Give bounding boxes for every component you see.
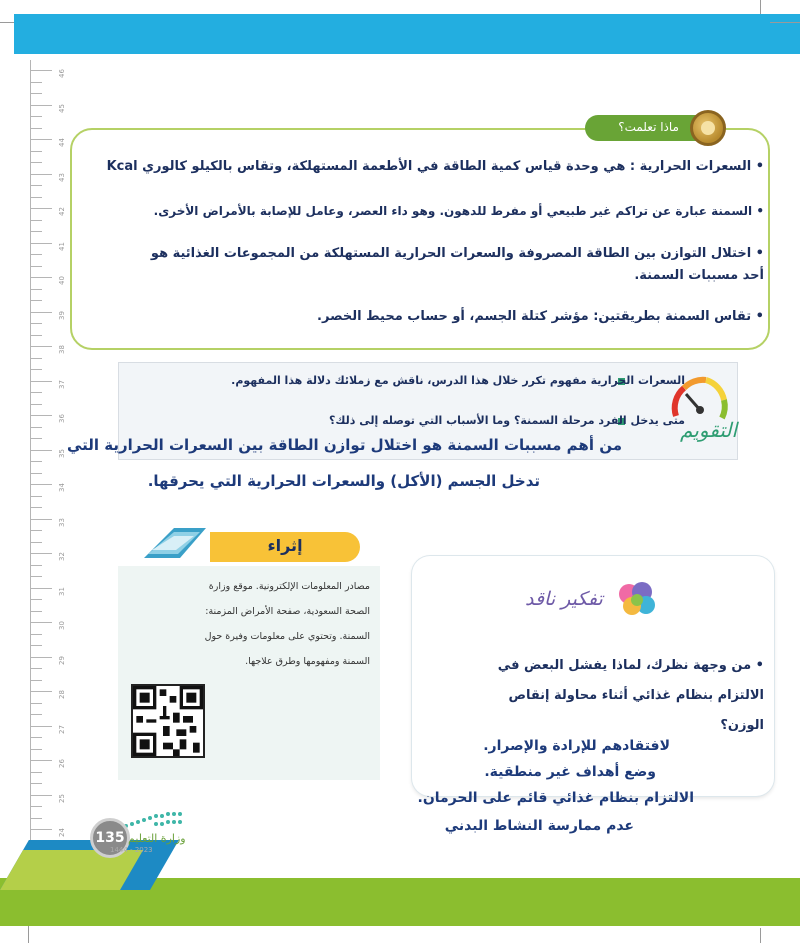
enrichment-line: الصحة السعودية، صفحة الأمراض المزمنة: — [205, 606, 370, 617]
ruler-tick — [30, 381, 52, 382]
handwritten-answer: تدخل الجسم (الأكل) والسعرات الحرارية التي يحرقها. — [147, 472, 540, 490]
ruler-number: 30 — [58, 621, 66, 630]
ruler-tick — [30, 599, 42, 600]
ruler-number: 29 — [58, 655, 66, 665]
ruler-tick — [30, 484, 52, 485]
learned-item: • السمنة عبارة عن تراكم غير طبيعي أو مفرط للدهون. وهو داء العصر، وعامل للإصابة بالأمراض الأخرى. — [153, 204, 764, 218]
ruler-number: 41 — [58, 241, 66, 251]
crop-mark — [760, 0, 761, 14]
ruler-tick — [30, 749, 42, 750]
ruler-tick — [30, 231, 42, 232]
enrichment-line: السمنة. وتحتوي على معلومات وفيرة حول — [204, 631, 370, 642]
ruler-tick — [30, 185, 42, 186]
crop-mark — [760, 928, 761, 943]
ruler-tick — [30, 760, 52, 761]
ruler-tick — [30, 266, 42, 267]
ruler-tick — [30, 415, 52, 416]
ruler-tick — [30, 691, 52, 692]
ruler-number: 27 — [58, 724, 66, 734]
enrichment-line: السمنة ومفهومها وطرق علاجها. — [245, 656, 370, 667]
ruler-tick — [30, 254, 42, 255]
ruler-tick — [30, 519, 52, 520]
ruler-tick — [30, 116, 42, 117]
ruler-tick — [30, 82, 42, 83]
critical-question: • من وجهة نظرك، لماذا يفشل البعض في — [497, 658, 764, 673]
brain-icon — [615, 580, 657, 622]
ruler-number: 36 — [58, 414, 66, 423]
evaluation-question: متى يدخل الفرد مرحلة السمنة؟ وما الأسباب التي توصله إلى ذلك؟ — [328, 414, 685, 427]
ruler-number: 34 — [58, 483, 66, 492]
ruler-number: 25 — [58, 793, 66, 803]
ruler-tick — [30, 634, 42, 635]
ruler-number: 42 — [58, 207, 66, 216]
ruler-number: 38 — [58, 345, 66, 354]
qr-code[interactable] — [131, 684, 205, 758]
critical-question: الوزن؟ — [720, 718, 764, 733]
ruler-number: 43 — [58, 172, 66, 182]
ruler-tick — [30, 174, 52, 175]
ruler-tick — [30, 829, 52, 830]
ruler-tick — [30, 507, 42, 508]
ruler-tick — [30, 300, 42, 301]
ruler-tick — [30, 128, 42, 129]
ruler-tick — [30, 737, 42, 738]
ruler-number: 40 — [58, 276, 66, 285]
medal-icon — [690, 110, 726, 146]
ruler-tick — [30, 818, 42, 819]
ruler-tick — [30, 622, 52, 623]
ruler-number: 28 — [58, 690, 66, 699]
ruler-tick — [30, 197, 42, 198]
ruler-number: 24 — [58, 828, 66, 837]
ruler-tick — [30, 369, 42, 370]
ruler-tick — [30, 404, 42, 405]
crop-mark — [770, 22, 800, 23]
evaluation-title: التقويم — [680, 418, 738, 442]
crop-mark — [28, 925, 29, 943]
handwritten-answer: لافتقادهم للإرادة والإصرار. — [483, 738, 670, 754]
ministry-subtitle: 2023 - 1444 — [110, 846, 153, 854]
ruler-number: 31 — [58, 586, 66, 596]
ruler-tick — [30, 783, 42, 784]
ruler-tick — [30, 335, 42, 336]
ruler-tick — [30, 450, 52, 451]
ruler-number: 33 — [58, 517, 66, 527]
ruler-tick — [30, 726, 52, 727]
top-banner — [14, 14, 800, 54]
learned-item: • تقاس السمنة بطريقتين: مؤشر كتلة الجسم، أو حساب محيط الخصر. — [317, 309, 764, 324]
ruler-tick — [30, 243, 52, 244]
ruler-tick — [30, 220, 42, 221]
ruler-tick — [30, 553, 52, 554]
ruler-tick — [30, 358, 42, 359]
ruler-tick — [30, 139, 52, 140]
ruler-number: 39 — [58, 310, 66, 320]
ruler-tick — [30, 427, 42, 428]
ruler-number: 46 — [58, 69, 66, 78]
ruler-tick — [30, 151, 42, 152]
side-ruler — [30, 60, 70, 880]
critical-question: الالتزام بنظام غذائي أثناء محاولة إنقاص — [508, 688, 764, 703]
crop-mark — [0, 22, 14, 23]
learned-badge: ماذا تعلمت؟ — [585, 115, 705, 141]
ruler-tick — [30, 323, 42, 324]
ruler-tick — [30, 565, 42, 566]
enrichment-title: إثراء — [210, 532, 360, 562]
ruler-tick — [30, 473, 42, 474]
ruler-tick — [30, 668, 42, 669]
ruler-axis — [30, 60, 31, 880]
handwritten-answer: الالتزام بنظام غذائي قائم على الحرمان. — [417, 790, 694, 806]
handwritten-answer: من أهم مسببات السمنة هو اختلال توازن الطاقة بين السعرات الحرارية التي — [67, 436, 622, 454]
ruler-tick — [30, 772, 42, 773]
ruler-number: 45 — [58, 103, 66, 113]
ruler-tick — [30, 289, 42, 290]
ministry-name: وزارة التعليم — [128, 832, 186, 845]
ruler-tick — [30, 714, 42, 715]
enrichment-line: مصادر المعلومات الإلكترونية. موقع وزارة — [208, 581, 370, 592]
page-number: 135 — [90, 818, 130, 858]
ruler-tick — [30, 530, 42, 531]
ruler-tick — [30, 795, 52, 796]
ruler-number: 32 — [58, 552, 66, 561]
learned-item: • السعرات الحرارية : هي وحدة قياس كمية الطاقة في الأطعمة المستهلكة، وتقاس بالكيلو كالوري Kcal — [106, 159, 764, 174]
ruler-tick — [30, 657, 52, 658]
ruler-tick — [30, 208, 52, 209]
ruler-tick — [30, 162, 42, 163]
ruler-tick — [30, 438, 42, 439]
handwritten-answer: وضع أهداف غير منطقية. — [484, 764, 656, 780]
book-icon — [140, 518, 210, 562]
ruler-tick — [30, 346, 52, 347]
ruler-tick — [30, 392, 42, 393]
ruler-tick — [30, 576, 42, 577]
ruler-number: 26 — [58, 759, 66, 768]
ruler-tick — [30, 277, 52, 278]
ruler-tick — [30, 93, 42, 94]
ruler-tick — [30, 588, 52, 589]
ruler-tick — [30, 806, 42, 807]
evaluation-question: السعرات الحرارية مفهوم تكرر خلال هذا الدرس، ناقش مع زملائك دلالة هذا المفهوم. — [231, 374, 685, 387]
ruler-tick — [30, 70, 52, 71]
ruler-number: 37 — [58, 379, 66, 389]
ruler-tick — [30, 312, 52, 313]
ruler-tick — [30, 542, 42, 543]
ruler-number: 44 — [58, 138, 66, 147]
ruler-tick — [30, 703, 42, 704]
ruler-tick — [30, 105, 52, 106]
learned-item: أحد مسببات السمنة. — [634, 268, 764, 283]
critical-thinking-title: تفكير ناقد — [525, 588, 603, 610]
handwritten-answer: عدم ممارسة النشاط البدني — [444, 818, 634, 834]
ruler-number: 35 — [58, 448, 66, 458]
learned-item: • اختلال التوازن بين الطاقة المصروفة والسعرات الحرارية المستهلكة من المجموعات الغذائية هو — [150, 246, 764, 261]
ruler-tick — [30, 611, 42, 612]
ruler-tick — [30, 645, 42, 646]
footer-stripe-green — [0, 850, 143, 890]
ruler-tick — [30, 680, 42, 681]
ruler-tick — [30, 496, 42, 497]
ruler-tick — [30, 461, 42, 462]
